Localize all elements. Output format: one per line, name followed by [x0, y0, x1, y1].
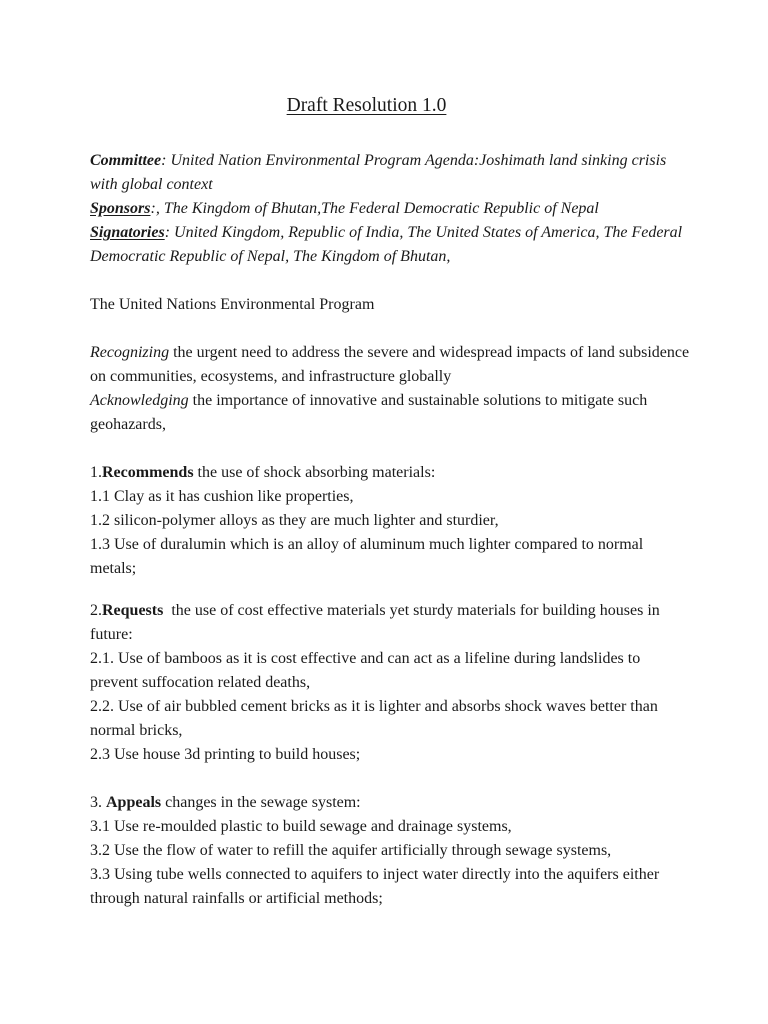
clause-text: the use of shock absorbing materials:	[193, 464, 436, 481]
body-intro: The United Nations Environmental Program	[90, 296, 375, 313]
clause-verb: Requests	[102, 602, 164, 619]
preamble-clause	[90, 341, 690, 389]
sub-clause: 2.3 Use house 3d printing to build houses;	[90, 746, 361, 763]
document-title: Draft Resolution 1.0	[286, 95, 447, 116]
sub-clause: 1.2 silicon-polymer alloys as they are much lighter and sturdier,	[90, 512, 499, 529]
preamble-clause	[90, 389, 690, 437]
clause-verb: Recommends	[102, 464, 194, 481]
clause-verb: Appeals	[106, 794, 162, 811]
sub-clause: 1.1 Clay as it has cushion like properties,	[90, 488, 354, 505]
clause-number: 3.	[90, 794, 106, 811]
signatories-label: Signatories	[90, 224, 165, 241]
preamble-verb: Recognizing	[90, 344, 170, 361]
preamble-text: the importance of innovative and sustainable solutions to mitigate such geohazards,	[90, 392, 648, 433]
sub-clause: 1.3 Use of duralumin which is an alloy of aluminum much lighter compared to normal metals;	[90, 536, 644, 577]
clause-text: changes in the sewage system:	[161, 794, 361, 811]
operative-clause-3	[90, 791, 690, 815]
committee-line	[90, 149, 690, 197]
preamble-text: the urgent need to address the severe and widespread impacts of land subsidence on communities, ecosystems, and infrastructure globally	[90, 344, 690, 385]
sub-clause: 3.1 Use re-moulded plastic to build sewage and drainage systems,	[90, 818, 512, 835]
clause-number: 1.	[90, 464, 102, 481]
preamble-verb: Acknowledging	[90, 392, 189, 409]
sponsors-line	[90, 197, 690, 221]
document-body	[90, 149, 690, 911]
operative-clause-1	[90, 461, 690, 485]
signatories-text: : United Kingdom, Republic of India, The United States of America, The Federal Democratic Republic of Nepal, The Kingdom of Bhutan,	[90, 224, 683, 265]
sponsors-label: Sponsors	[90, 200, 151, 217]
clause-text: the use of cost effective materials yet sturdy materials for building houses in future:	[90, 602, 664, 643]
sub-clause: 3.2 Use the flow of water to refill the aquifer artificially through sewage systems,	[90, 842, 612, 859]
sub-clause: 3.3 Using tube wells connected to aquifers to inject water directly into the aquifers either through natural rainfalls or artificial methods;	[90, 866, 660, 907]
operative-clause-2	[90, 599, 690, 647]
signatories-line	[90, 221, 690, 269]
sub-clause: 2.1. Use of bamboos as it is cost effective and can act as a lifeline during landslides to prevent suffocation related deaths,	[90, 650, 641, 691]
committee-label: Committee	[90, 152, 162, 169]
sponsors-text: :, The Kingdom of Bhutan,The Federal Democratic Republic of Nepal	[150, 200, 599, 217]
committee-text: : United Nation Environmental Program Agenda:Joshimath land sinking crisis with global context	[90, 152, 667, 193]
clause-number: 2.	[90, 602, 102, 619]
sub-clause: 2.2. Use of air bubbled cement bricks as it is lighter and absorbs shock waves better than normal bricks,	[90, 698, 658, 739]
